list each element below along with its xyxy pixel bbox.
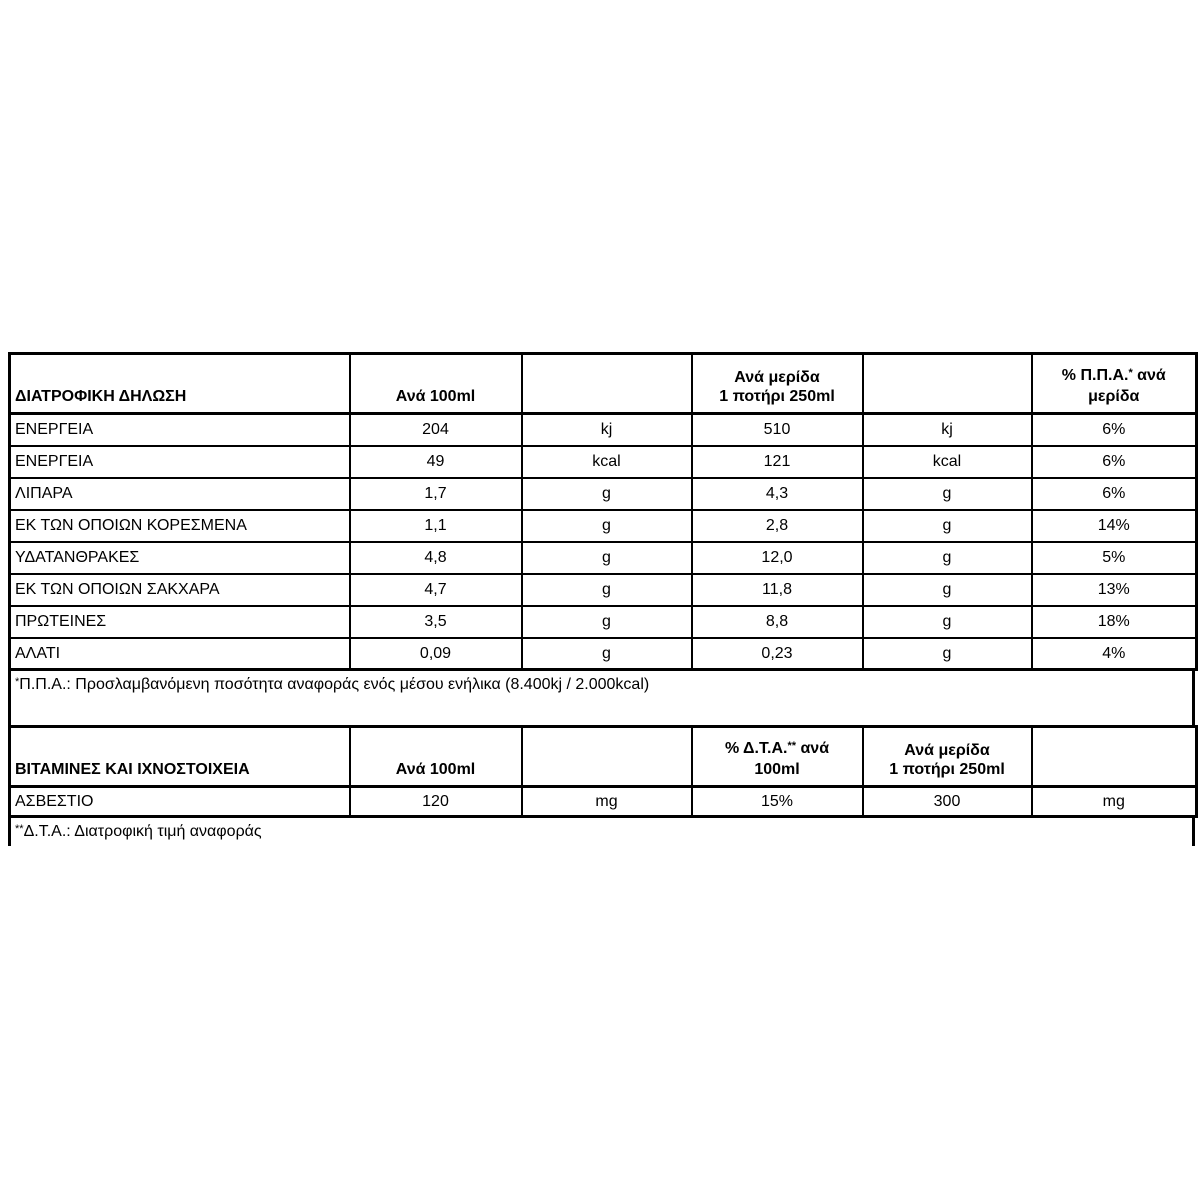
value-per-100ml: 1,1 [350, 510, 522, 542]
table-row [10, 606, 1197, 638]
unit-per-serving: mg [1032, 787, 1197, 817]
vitamins-table [8, 725, 1198, 818]
unit-per-serving: g [863, 542, 1032, 574]
rda-footnote-text: Π.Π.Α.: Προσλαμβανόμενη ποσότητα αναφοράς ενός μέσου ενήλικα (8.400kj / 2.000kcal) [19, 676, 650, 693]
header-per-100ml: Ανά 100ml [350, 354, 522, 414]
value-per-serving: 12,0 [692, 542, 863, 574]
nutrition-declaration-table [8, 352, 1198, 671]
header-unit-100ml-empty [522, 354, 692, 414]
vitamins-header-percent-dta [692, 727, 863, 787]
vitamins-header-unit-empty [522, 727, 692, 787]
percent-dta: 15% [692, 787, 863, 817]
value-per-serving: 8,8 [692, 606, 863, 638]
vitamins-header-percent-dta-line2: 100ml [754, 761, 800, 778]
vitamins-header-per-100ml: Ανά 100ml [350, 727, 522, 787]
vitamins-header-per-serving-line1: Ανά μερίδα [904, 742, 990, 759]
header-percent-rda [1032, 354, 1197, 414]
nutrient-label: ΕΝΕΡΓΕΙΑ [10, 446, 350, 478]
percent-rda: 4% [1032, 638, 1197, 670]
percent-rda: 5% [1032, 542, 1197, 574]
unit-per-100ml: kj [522, 414, 692, 446]
unit-per-serving: g [863, 638, 1032, 670]
header-per-serving-line1: Ανά μερίδα [734, 369, 820, 386]
vitamins-header-per-serving [863, 727, 1032, 787]
unit-per-100ml: g [522, 542, 692, 574]
value-per-serving: 300 [863, 787, 1032, 817]
nutrient-label: ΕΝΕΡΓΕΙΑ [10, 414, 350, 446]
percent-rda: 6% [1032, 446, 1197, 478]
percent-rda: 6% [1032, 414, 1197, 446]
vitamins-header-per-serving-line2: 1 ποτήρι 250ml [889, 761, 1005, 778]
unit-per-serving: g [863, 574, 1032, 606]
vitamins-header-unit-serving-empty [1032, 727, 1197, 787]
vitamins-header-percent-dta-line1: % Δ.Τ.Α.** ανά [724, 740, 830, 757]
value-per-serving: 2,8 [692, 510, 863, 542]
nutrition-header-row [10, 354, 1197, 414]
dta-asterisk: ** [787, 740, 797, 752]
table-row [10, 542, 1197, 574]
dta-footnote [8, 818, 1195, 846]
nutrient-label: ΕΚ ΤΩΝ ΟΠΟΙΩΝ ΚΟΡΕΣΜΕΝΑ [10, 510, 350, 542]
value-per-serving: 4,3 [692, 478, 863, 510]
vitamin-label: ΑΣΒΕΣΤΙΟ [10, 787, 350, 817]
vitamins-header-row [10, 727, 1197, 787]
value-per-serving: 11,8 [692, 574, 863, 606]
unit-per-serving: g [863, 606, 1032, 638]
dta-footnote-asterisk: ** [15, 823, 24, 835]
table-row [10, 574, 1197, 606]
unit-per-serving: kcal [863, 446, 1032, 478]
header-per-serving-line2: 1 ποτήρι 250ml [719, 388, 835, 405]
table-row [10, 414, 1197, 446]
unit-per-100ml: g [522, 478, 692, 510]
table-row [10, 478, 1197, 510]
vitamins-table-title: ΒΙΤΑΜΙΝΕΣ ΚΑΙ ΙΧΝΟΣΤΟΙΧΕΙΑ [10, 727, 350, 787]
unit-per-100ml: g [522, 638, 692, 670]
rda-footnote [8, 671, 1195, 725]
value-per-serving: 510 [692, 414, 863, 446]
value-per-serving: 121 [692, 446, 863, 478]
unit-per-serving: g [863, 510, 1032, 542]
value-per-100ml: 204 [350, 414, 522, 446]
header-percent-rda-line1: % Π.Π.Α.* ανά [1061, 367, 1166, 384]
nutrition-table-title: ΔΙΑΤΡΟΦΙΚΗ ΔΗΛΩΣΗ [10, 354, 350, 414]
table-row [10, 510, 1197, 542]
rda-footnote-asterisk: * [15, 676, 20, 688]
header-percent-rda-line2: μερίδα [1088, 388, 1140, 405]
value-per-100ml: 49 [350, 446, 522, 478]
rda-asterisk: * [1128, 367, 1133, 379]
unit-per-serving: kj [863, 414, 1032, 446]
table-row [10, 638, 1197, 670]
value-per-serving: 0,23 [692, 638, 863, 670]
percent-rda: 6% [1032, 478, 1197, 510]
table-row [10, 446, 1197, 478]
label-content [8, 352, 1195, 846]
nutrient-label: ΠΡΩΤΕΙΝΕΣ [10, 606, 350, 638]
unit-per-serving: g [863, 478, 1032, 510]
percent-rda: 14% [1032, 510, 1197, 542]
percent-rda: 13% [1032, 574, 1197, 606]
nutrient-label: ΥΔΑΤΑΝΘΡΑΚΕΣ [10, 542, 350, 574]
value-per-100ml: 4,8 [350, 542, 522, 574]
table-row [10, 787, 1197, 817]
value-per-100ml: 4,7 [350, 574, 522, 606]
value-per-100ml: 0,09 [350, 638, 522, 670]
unit-per-100ml: mg [522, 787, 692, 817]
unit-per-100ml: g [522, 510, 692, 542]
header-per-serving [692, 354, 863, 414]
unit-per-100ml: kcal [522, 446, 692, 478]
unit-per-100ml: g [522, 574, 692, 606]
nutrient-label: ΛΙΠΑΡΑ [10, 478, 350, 510]
header-unit-serving-empty [863, 354, 1032, 414]
value-per-100ml: 1,7 [350, 478, 522, 510]
dta-footnote-text: Δ.Τ.Α.: Διατροφική τιμή αναφοράς [23, 823, 262, 840]
value-per-100ml: 120 [350, 787, 522, 817]
percent-rda: 18% [1032, 606, 1197, 638]
value-per-100ml: 3,5 [350, 606, 522, 638]
nutrient-label: ΑΛΑΤΙ [10, 638, 350, 670]
nutrient-label: ΕΚ ΤΩΝ ΟΠΟΙΩΝ ΣΑΚΧΑΡΑ [10, 574, 350, 606]
unit-per-100ml: g [522, 606, 692, 638]
